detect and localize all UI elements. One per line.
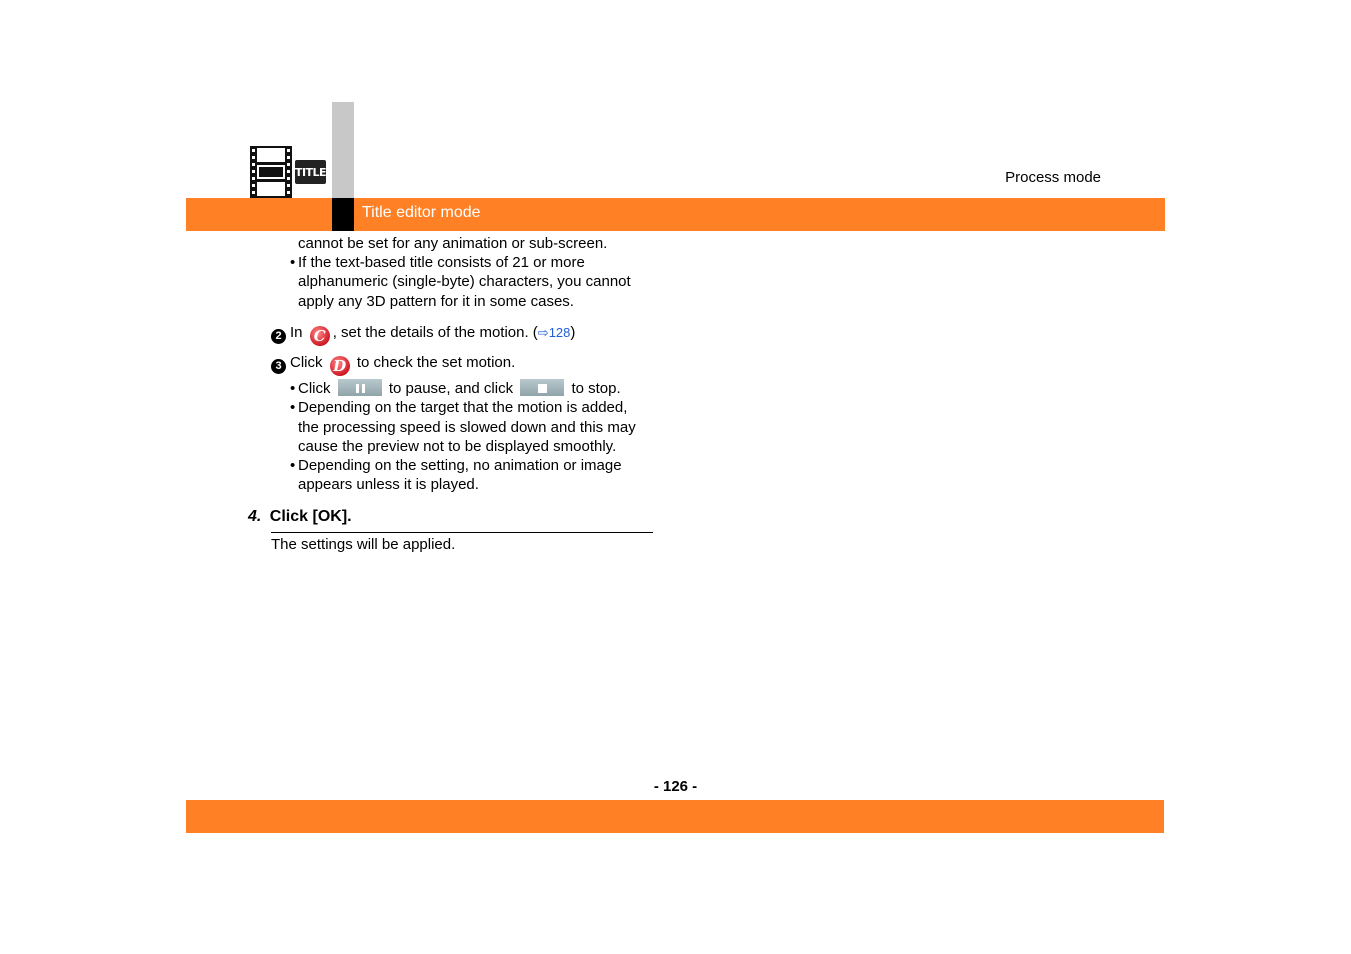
bullet-3d-line1: If the text-based title consists of 21 or more: [298, 254, 585, 271]
step-4-result: The settings will be applied.: [271, 536, 456, 553]
bullet-mark: •: [290, 254, 296, 271]
motion-c-button-icon: C: [310, 326, 330, 346]
step-number-2-icon: 2: [271, 329, 286, 344]
bullet-target-line1: Depending on the target that the motion is added,: [298, 399, 628, 416]
mode-label: Process mode: [1005, 169, 1101, 186]
substep-3-pre: Click: [290, 354, 323, 371]
substep-3-post: to check the set motion.: [356, 354, 516, 371]
stop-button-icon: [520, 379, 564, 396]
bullet-click-mid: to pause, and click: [388, 380, 514, 397]
section-title: Title editor mode: [362, 204, 481, 221]
bullet-setting-line2: appears unless it is played.: [298, 476, 479, 493]
substep-2-post: , set the details of the motion. (: [332, 324, 538, 341]
substep-2-close: ): [570, 324, 576, 341]
bullet-target-line3: cause the preview not to be displayed smoothly.: [298, 438, 617, 455]
film-strip-icon: [250, 146, 292, 198]
bullet-click-post: to stop.: [571, 380, 621, 397]
title-badge-icon: TITLE: [295, 160, 326, 184]
bullet-mark: •: [290, 399, 296, 416]
substep-2-pre: In: [290, 324, 303, 341]
bullet-mark: •: [290, 380, 296, 397]
section-black-tab: [332, 198, 354, 231]
bullet-click-line: [298, 379, 621, 398]
bullet-click-pre: Click: [298, 380, 331, 397]
bullet-mark: •: [290, 457, 296, 474]
step-4-number: 4.: [248, 508, 262, 525]
continuation-line: cannot be set for any animation or sub-screen.: [298, 235, 608, 252]
motion-d-button-icon: D: [330, 356, 350, 376]
step-4-title: Click [OK].: [269, 508, 352, 525]
step-4-divider: [271, 532, 653, 533]
step-4-heading: [248, 507, 352, 527]
footer-bar: [186, 800, 1164, 833]
bullet-3d-line2: alphanumeric (single-byte) characters, you cannot: [298, 273, 631, 290]
page-link-128[interactable]: 128: [548, 325, 571, 340]
step-number-3-icon: 3: [271, 359, 286, 374]
substep-3: [271, 353, 515, 376]
bullet-3d-line3: apply any 3D pattern for it in some cases.: [298, 293, 574, 310]
bullet-setting-line1: Depending on the setting, no animation or image: [298, 457, 622, 474]
substep-2: [271, 323, 575, 346]
page-link-arrow-icon[interactable]: ⇨: [537, 325, 549, 340]
pause-button-icon: [338, 379, 382, 396]
header-gray-tab: [332, 102, 354, 198]
bullet-target-line2: the processing speed is slowed down and this may: [298, 419, 636, 436]
page-number: - 126 -: [653, 778, 698, 795]
